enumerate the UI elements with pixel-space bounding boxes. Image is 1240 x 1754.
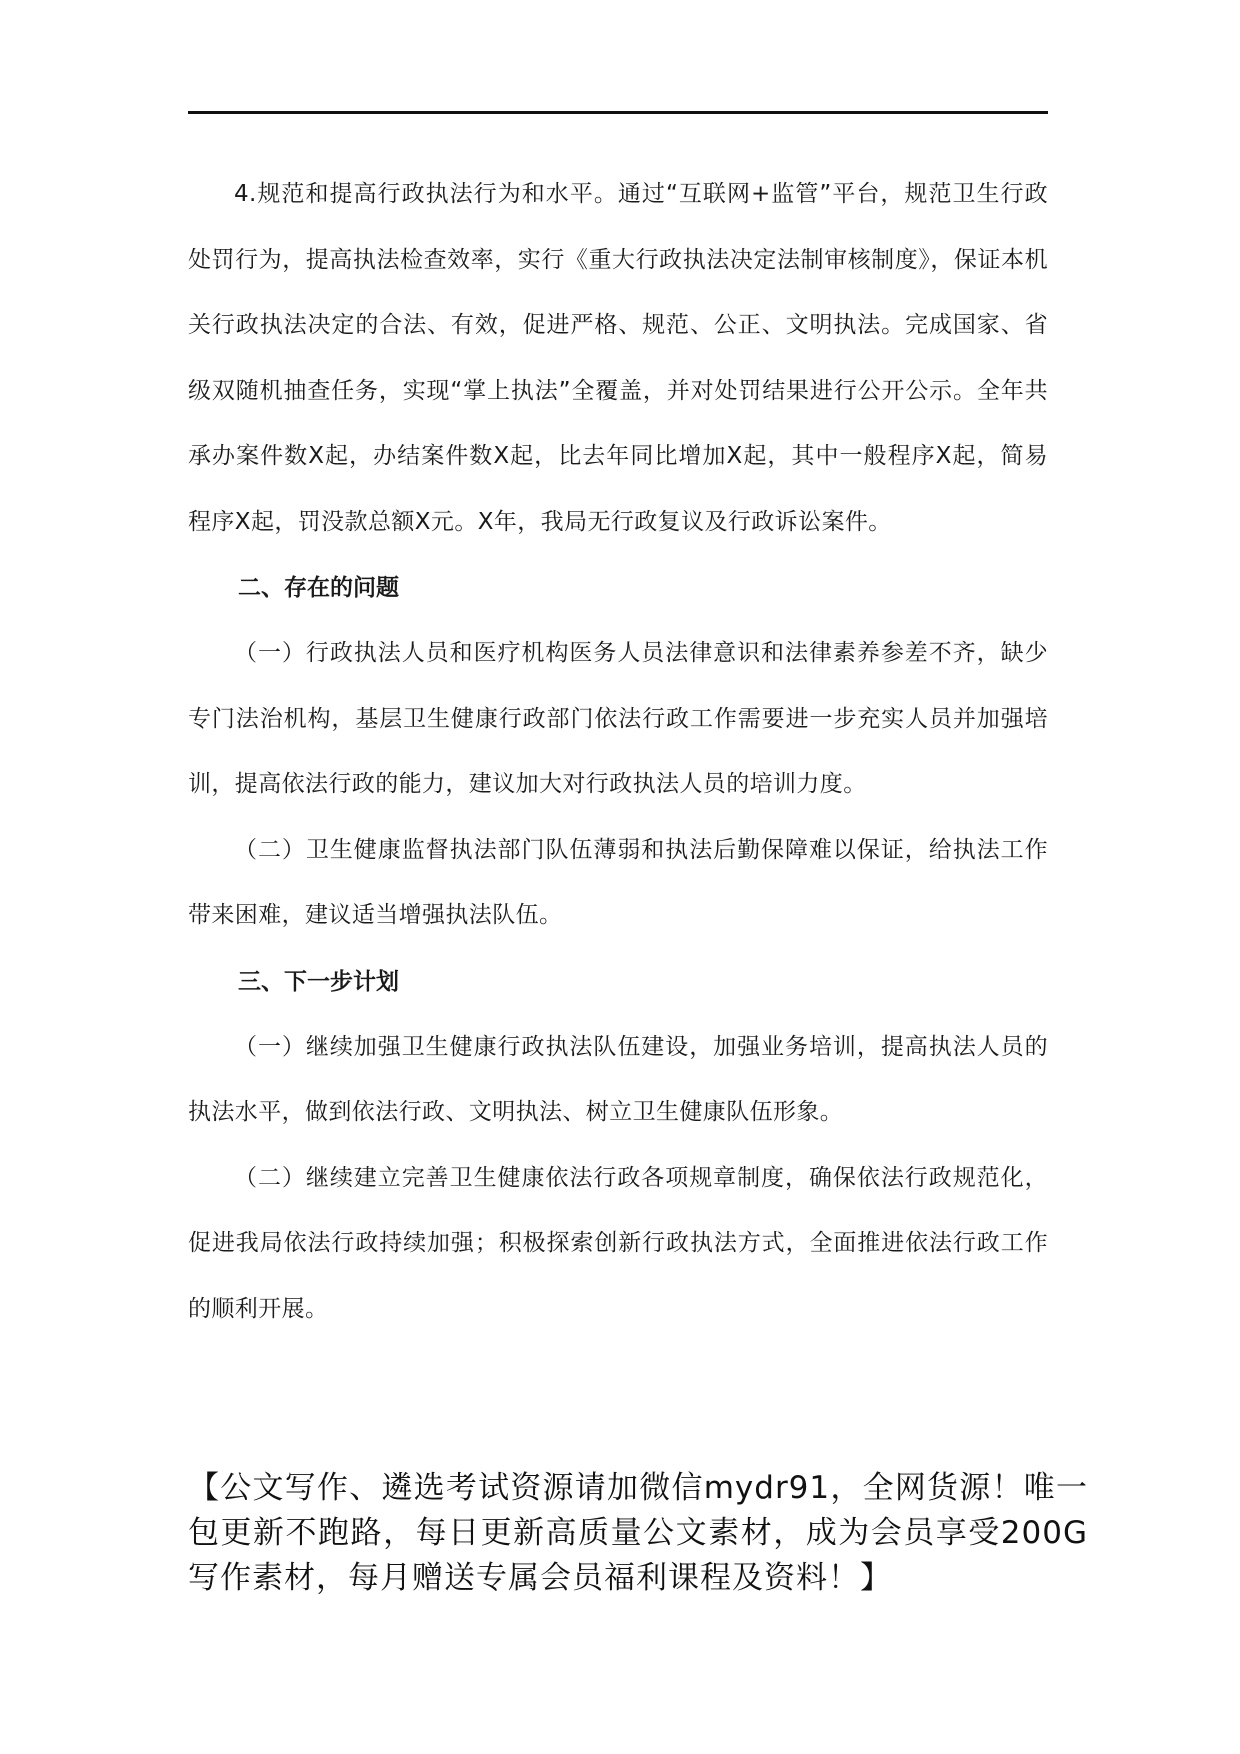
paragraph-plan-2: （二）继续建立完善卫生健康依法行政各项规章制度，确保依法行政规范化，促进我局依法行政持续加强；积极探索创新行政执法方式，全面推进依法行政工作的顺利开展。 <box>188 1164 1048 1322</box>
header-rule <box>188 111 1048 114</box>
document-body <box>188 162 1048 1342</box>
promo-notice: 【公文写作、遴选考试资源请加微信mydr91，全网货源！唯一包更新不跑路，每日更新高质量公文素材，成为会员享受200G写作素材，每月赠送专属会员福利课程及资料！】 <box>188 1470 1088 1596</box>
paragraph-enforcement-standards: 4.规范和提高行政执法行为和水平。通过“互联网+监管”平台，规范卫生行政处罚行为，提高执法检查效率，实行《重大行政执法决定法制审核制度》，保证本机关行政执法决定的合法、有效，促进严格、规范、公正、文明执法。完成国家、省级双随机抽查任务，实现“掌上执法”全覆盖，并对处罚结果进行公开公示。全年共承办案件数X起，办结案件数X起，比去年同比增加X起，其中一般程序X起，简易程序X起，罚没款总额X元。X年，我局无行政复议及行政诉讼案件。 <box>188 181 1048 535</box>
heading-next-steps: 三、下一步计划 <box>238 968 399 995</box>
paragraph-problem-1: （一）行政执法人员和医疗机构医务人员法律意识和法律素养参差不齐，缺少专门法治机构，基层卫生健康行政部门依法行政工作需要进一步充实人员并加强培训，提高依法行政的能力，建议加大对行政执法人员的培训力度。 <box>188 640 1048 797</box>
paragraph-plan-1: （一）继续加强卫生健康行政执法队伍建设，加强业务培训，提高执法人员的执法水平，做到依法行政、文明执法、树立卫生健康队伍形象。 <box>188 1033 1048 1125</box>
heading-existing-problems: 二、存在的问题 <box>238 575 399 601</box>
paragraph-problem-2: （二）卫生健康监督执法部门队伍薄弱和执法后勤保障难以保证，给执法工作带来困难，建议适当增强执法队伍。 <box>188 836 1048 928</box>
